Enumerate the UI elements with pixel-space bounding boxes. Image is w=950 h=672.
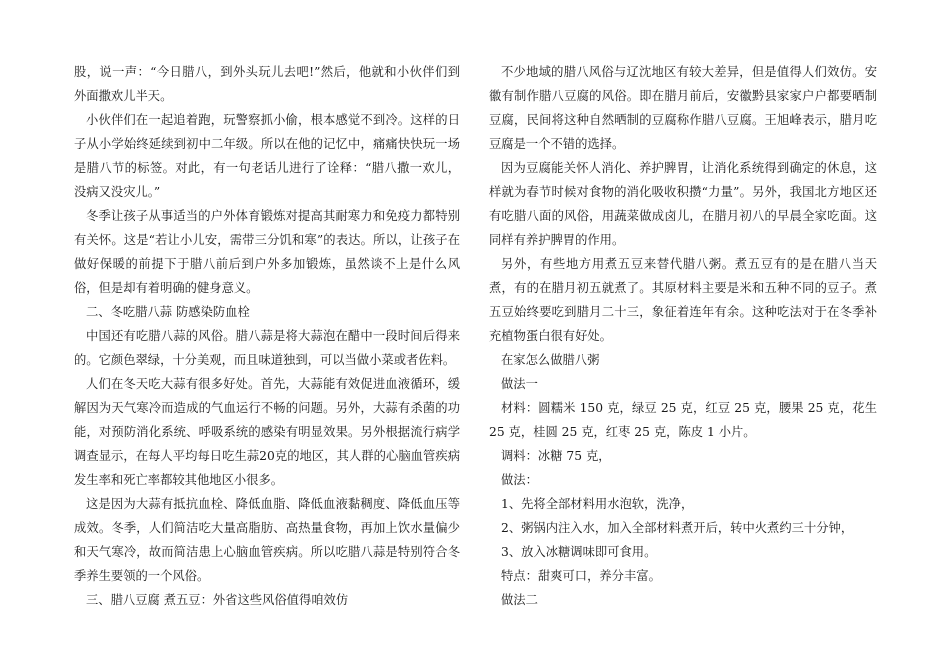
ingredients-text: 材料：圆糯米 150 克，绿豆 25 克，红豆 25 克，腰果 25 克，花生 25 克，桂圆 25 克，红枣 25 克，陈皮 1 小片。	[489, 401, 877, 439]
section-heading: 三、腊八豆腐 煮五豆：外省这些风俗值得咱效仿	[86, 593, 349, 607]
paragraph: 股，说一声：“今日腊八，到外头玩儿去吧!”然后，他就和小伙伴们到外面撒欢儿半天。	[74, 65, 460, 103]
subheading: 做法一	[501, 377, 538, 391]
paragraph: 小伙伴们在一起追着跑，玩警察抓小偷，根本感觉不到冷。这样的日子从小学始终延续到初中二年级。所以在他的记忆中，痛痛快快玩一场是腊八节的标签。对此，有一句老话儿进行了诠释：“腊八撒一欢儿，没病又没灾儿。”	[74, 113, 460, 199]
feature-text: 特点：甜爽可口，养分丰富。	[501, 569, 661, 583]
section-heading: 二、冬吃腊八蒜 防感染防血栓	[86, 305, 250, 319]
left-column	[74, 60, 460, 612]
section-heading: 在家怎么做腊八粥	[501, 353, 600, 367]
paragraph: 中国还有吃腊八蒜的风俗。腊八蒜是将大蒜泡在醋中一段时间后得来的。它颜色翠绿，十分美观，而且味道独到，可以当做小菜或者佐料。	[74, 329, 460, 367]
paragraph: 不少地域的腊八风俗与辽沈地区有较大差异，但是值得人们效仿。安徽有制作腊八豆腐的风俗。即在腊月前后，安徽黔县家家户户都要晒制豆腐，民间将这种自然晒制的豆腐称作腊八豆腐。王旭峰表示，腊月吃豆腐是一个不错的选择。	[489, 65, 877, 151]
method-label: 做法：	[501, 473, 538, 487]
step-item: 1、先将全部材料用水泡软，洗净，	[501, 497, 694, 511]
subheading: 做法二	[501, 593, 538, 607]
paragraph: 因为豆腐能关怀人消化、养护脾胃，让消化系统得到确定的休息，这样就为春节时候对食物的消化吸收积攒“力量”。另外，我国北方地区还有吃腊八面的风俗，用蔬菜做成卤儿，在腊月初八的早晨全家吃面。这同样有养护脾胃的作用。	[489, 161, 877, 247]
right-column	[489, 60, 877, 612]
paragraph: 人们在冬天吃大蒜有很多好处。首先，大蒜能有效促进血液循环，缓解因为天气寒冷而造成的气血运行不畅的问题。另外，大蒜有杀菌的功能，对预防消化系统、呼吸系统的感染有明显效果。另外根据流行病学调查显示，在每人平均每日吃生蒜20克的地区，其人群的心脑血管疾病发生率和死亡率都较其他地区小很多。	[74, 377, 460, 487]
paragraph: 另外，有些地方用煮五豆来替代腊八粥。煮五豆有的是在腊八当天煮，有的在腊月初五就煮了。其原材料主要是米和五种不同的豆子。煮五豆始终要吃到腊月二十三，象征着连年有余。这种吃法对于在冬季补充植物蛋白很有好处。	[489, 257, 877, 343]
paragraph: 这是因为大蒜有抵抗血栓、降低血脂、降低血液黏稠度、降低血压等成效。冬季，人们简洁吃大量高脂肪、高热量食物，再加上饮水量偏少和天气寒冷，故而简洁患上心脑血管疾病。所以吃腊八蒜是特别符合冬季养生要领的一个风俗。	[74, 497, 460, 583]
paragraph: 冬季让孩子从事适当的户外体育锻炼对提高其耐寒力和免疫力都特别有关怀。这是“若让小儿安，需带三分饥和寒”的表达。所以，让孩子在做好保暖的前提下于腊八前后到户外多加锻炼，虽然谈不上是什么风俗，但是却有着明确的健身意义。	[74, 209, 460, 295]
step-item: 2、粥锅内注入水，加入全部材料煮开后，转中火煮约三十分钟，	[501, 521, 854, 535]
step-item: 3、放入冰糖调味即可食用。	[501, 545, 657, 559]
seasoning-text: 调料：冰糖 75 克，	[501, 449, 611, 463]
